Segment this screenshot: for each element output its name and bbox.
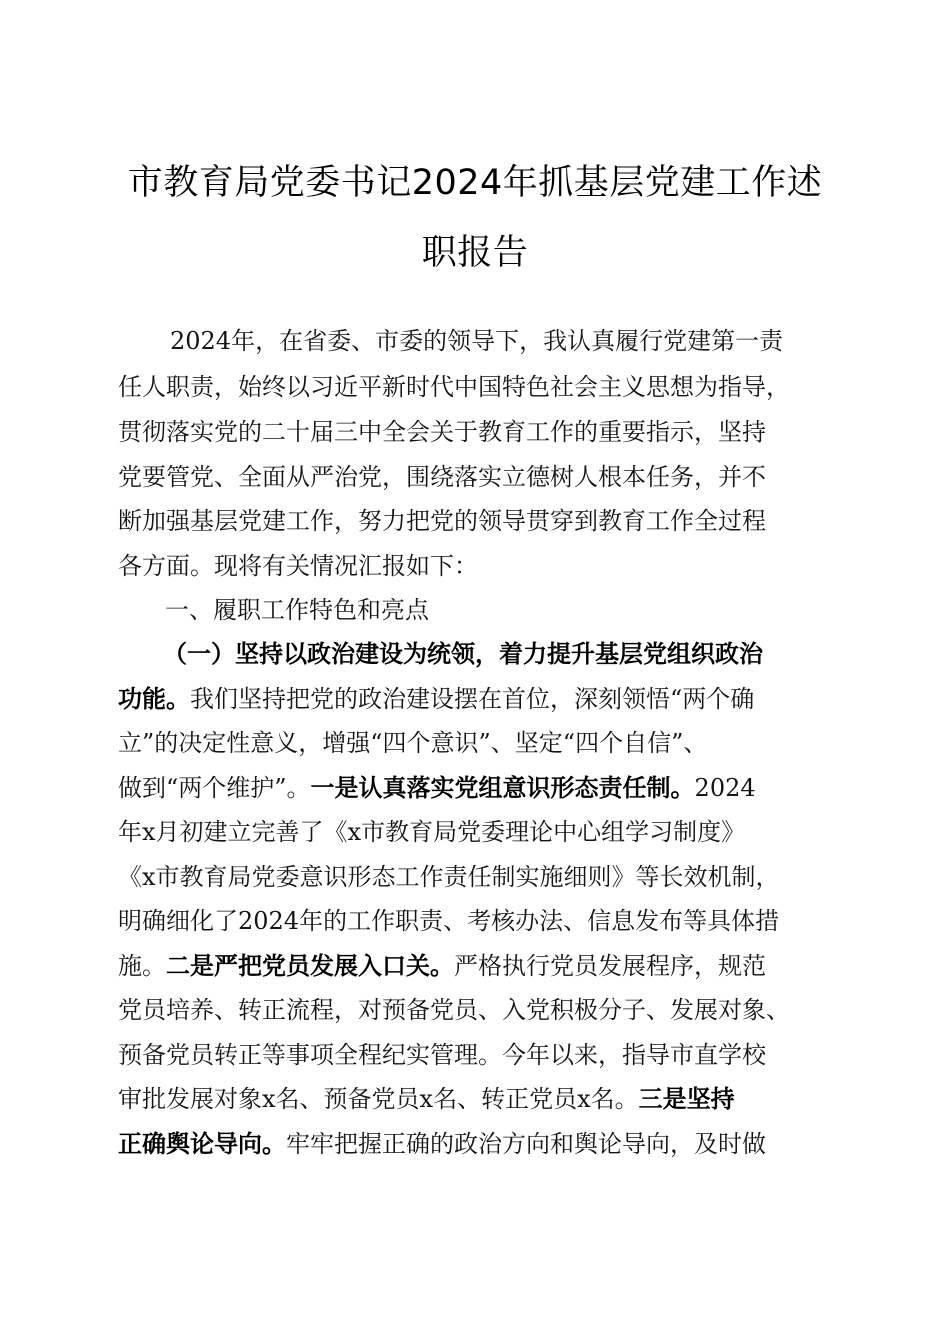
body-line	[118, 721, 707, 765]
body-line	[118, 944, 766, 988]
text-run: 任人职责，始终以习近平新时代中国特色社会主义思想为指导，	[118, 373, 790, 401]
text-run: 2024年，在省委、市委的领导下，我认真履行党建第一责	[170, 327, 784, 355]
body-line	[118, 899, 779, 943]
body-line	[118, 1077, 735, 1121]
body-line	[118, 855, 780, 899]
body-line	[118, 455, 766, 499]
text-run: 明确细化了2024年的工作职责、考核办法、信息发布等具体措	[118, 907, 780, 935]
document-title-line-2: 职报告	[421, 233, 529, 273]
body-line	[118, 766, 756, 810]
text-run: 《x市教育局党委意识形态工作责任制实施细则》等长效机制，	[118, 863, 780, 891]
text-run: 断加强基层党建工作，努力把党的领导贯穿到教育工作全过程	[118, 507, 766, 535]
text-run: 党要管党、全面从严治党，围绕落实立德树人根本任务，并不	[118, 463, 766, 491]
text-run: 审批发展对象x名、预备党员x名、转正党员x名。	[118, 1085, 639, 1113]
text-run: 各方面。现将有关情况汇报如下：	[118, 552, 478, 580]
bold-text-run: 一是认真落实党组意识形态责任制。	[310, 774, 695, 802]
bold-text-run: 功能。	[118, 685, 190, 713]
text-run: 严格执行党员发展程序，规范	[454, 952, 766, 980]
text-run: 我们坚持把党的政治建设摆在首位，深刻领悟“两个确	[190, 685, 755, 713]
bold-text-run: 正确舆论导向。	[118, 1130, 286, 1158]
body-line	[118, 677, 754, 721]
body-line	[118, 544, 478, 588]
body-line	[118, 365, 790, 409]
body-line	[118, 1122, 766, 1166]
body-line	[118, 410, 766, 454]
heading-text: 一、履职工作特色和亮点	[165, 596, 429, 624]
bold-text-run: 二是严把党员发展入口关。	[166, 952, 454, 980]
section-heading	[165, 588, 429, 632]
text-run: 牢牢把握正确的政治方向和舆论导向，及时做	[286, 1130, 766, 1158]
document-title-line-1: 市教育局党委书记2024年抓基层党建工作述	[127, 163, 823, 203]
text-run: 贯彻落实党的二十届三中全会关于教育工作的重要指示，坚持	[118, 418, 766, 446]
text-run: 做到“两个维护”。	[118, 774, 311, 802]
body-line	[170, 319, 783, 363]
subsection-heading	[163, 632, 763, 676]
bold-text-run: 三是坚持	[638, 1085, 735, 1113]
text-run: 2024	[694, 774, 756, 802]
body-line	[118, 988, 790, 1032]
body-line	[118, 499, 766, 543]
text-run: 立”的决定性意义，增强“四个意识”、坚定“四个自信”、	[118, 729, 708, 757]
body-line	[118, 810, 745, 854]
bold-text-run: （一）坚持以政治建设为统领，着力提升基层党组织政治	[163, 640, 763, 668]
text-run: 施。	[118, 952, 166, 980]
text-run: 年x月初建立完善了《x市教育局党委理论中心组学习制度》	[118, 818, 746, 846]
body-line	[118, 1033, 766, 1077]
text-run: 预备党员转正等事项全程纪实管理。今年以来，指导市直学校	[118, 1041, 766, 1069]
text-run: 党员培养、转正流程，对预备党员、入党积极分子、发展对象、	[118, 996, 790, 1024]
